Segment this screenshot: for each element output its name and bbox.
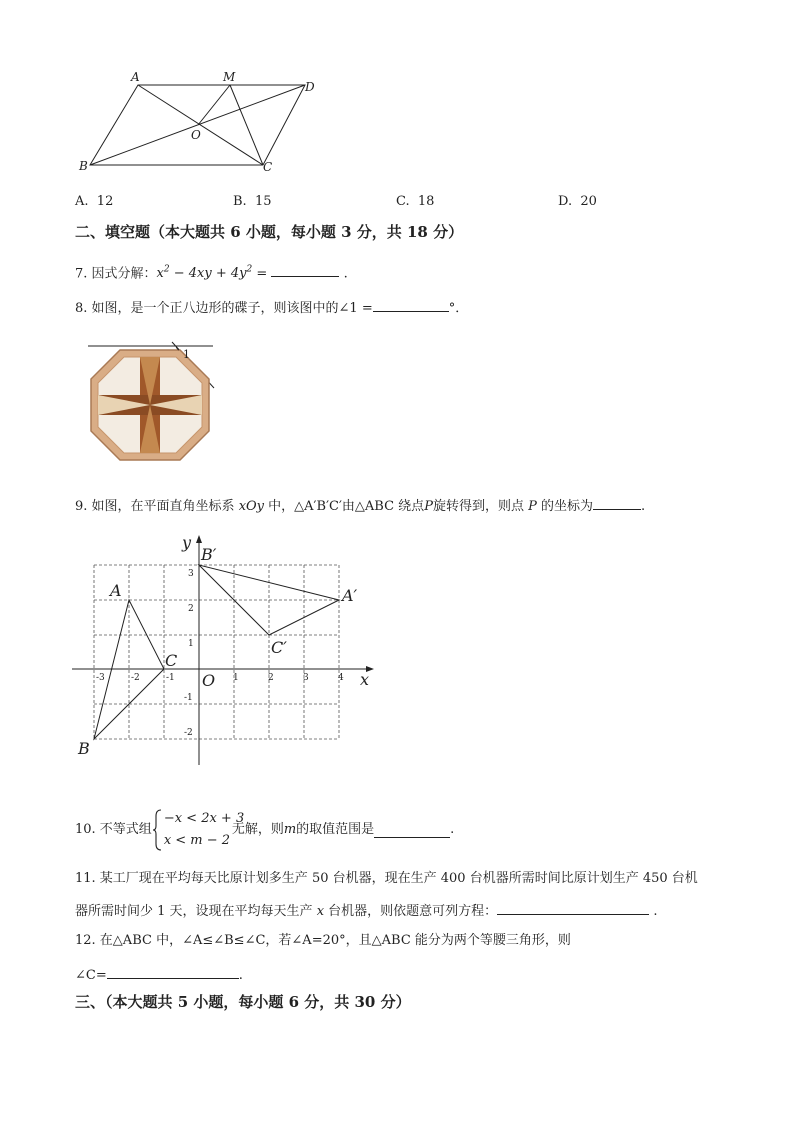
question-9 <box>75 495 645 516</box>
option-value: 15 <box>254 194 272 209</box>
option-d <box>558 194 597 209</box>
y-tick-2: 2 <box>188 604 194 614</box>
q9-text-3: 旋转得到，则点 <box>432 499 524 514</box>
segment-AC <box>138 85 263 165</box>
q8-answer-blank[interactable] <box>373 297 449 312</box>
q9-suffix: . <box>641 499 646 514</box>
y-tick-neg1: -1 <box>184 693 193 703</box>
option-c <box>396 194 434 209</box>
coordinate-grid-figure <box>70 530 390 770</box>
q9-text-4: 的坐标为 <box>540 499 593 514</box>
y-axis-label: y <box>182 533 192 552</box>
q10-var-m: m <box>283 822 297 837</box>
q8-text: 8. 如图，是一个正八边形的碟子，则该图中的∠1 = <box>75 301 373 316</box>
label-B: B <box>79 159 88 173</box>
x-axis-label: x <box>360 670 370 689</box>
label-M: M <box>223 70 236 84</box>
q10-suffix: . <box>450 822 455 837</box>
q8-suffix: °． <box>448 301 469 316</box>
octagon-plate-figure <box>80 338 220 466</box>
q11-answer-blank[interactable] <box>497 900 649 915</box>
question-12-line-1: 12. 在△ABC 中，∠A≤∠B≤∠C，若∠A=20°，且△ABC 能分为两个等腰三角形，则 <box>75 933 571 948</box>
q9-system: xOy <box>238 499 265 514</box>
x-tick-neg1: -1 <box>166 673 175 683</box>
q11-suffix: . <box>653 904 658 919</box>
q10-prefix: 10. 不等式组 <box>75 822 152 837</box>
q10-inequality-2: x < m − 2 <box>163 833 231 848</box>
label-B-prime: B′ <box>201 545 217 564</box>
q7-suffix: . <box>343 266 348 282</box>
option-b <box>233 194 272 209</box>
angle-1-label: 1 <box>183 348 190 361</box>
question-11-line-1: 11. 某工厂现在平均每天比原计划多生产 50 台机器，现在生产 400 台机器所需时间比原计划生产 450 台机 <box>75 871 698 886</box>
label-C-prime: C′ <box>271 638 287 657</box>
option-letter: D. <box>558 194 573 209</box>
q9-text-2: 中，△A′B′C′由△ABC 绕点 <box>268 499 425 514</box>
q11-var-x: x <box>316 904 325 919</box>
question-11-line-2 <box>75 900 657 921</box>
q9-text-1: 9. 如图，在平面直角坐标系 <box>75 499 235 514</box>
label-C: C <box>165 651 178 670</box>
label-A-prime: A′ <box>342 586 358 605</box>
label-O: O <box>191 128 201 142</box>
option-value: 20 <box>580 194 597 209</box>
q11-text-2: 台机器，则依题意可列方程： <box>328 904 498 919</box>
x-tick-3: 3 <box>303 673 309 683</box>
q7-answer-blank[interactable] <box>271 262 339 277</box>
q10-text-2: 的取值范围是 <box>296 822 375 837</box>
q9-point-p-2: P <box>528 499 537 514</box>
section-2-title: 二、填空题（本大题共 6 小题，每小题 3 分，共 18 分） <box>75 223 464 241</box>
q12-suffix: . <box>238 968 243 983</box>
q11-text-1: 器所需时间少 1 天，设现在平均每天生产 <box>75 904 313 919</box>
q7-prefix: 7. 因式分解： <box>75 266 157 282</box>
q10-inequality-system <box>152 808 245 852</box>
q10-text-1: 无解，则 <box>231 822 284 837</box>
q9-answer-blank[interactable] <box>593 495 641 510</box>
q9-point-p: P <box>424 499 433 514</box>
y-axis-arrow <box>196 535 202 543</box>
y-tick-neg2: -2 <box>184 728 193 738</box>
option-letter: A. <box>75 194 89 209</box>
question-10 <box>75 808 454 852</box>
x-tick-2: 2 <box>268 673 274 683</box>
x-tick-4: 4 <box>338 673 344 683</box>
q10-inequality-1: −x < 2x + 3 <box>163 811 245 826</box>
question-12-line-2 <box>75 964 243 985</box>
y-tick-1: 1 <box>188 639 194 649</box>
x-tick-neg2: -2 <box>131 673 140 683</box>
y-tick-3: 3 <box>188 569 194 579</box>
brace-icon <box>152 808 162 852</box>
option-value: 12 <box>96 194 114 209</box>
parallelogram-figure <box>75 65 325 180</box>
label-A: A <box>110 581 122 600</box>
diagonal-BD <box>90 85 305 165</box>
section-3-title: 三、（本大题共 5 小题，每小题 6 分，共 30 分） <box>75 993 411 1011</box>
q10-answer-blank[interactable] <box>374 823 450 838</box>
segment-MC <box>230 85 263 165</box>
q12-answer-blank[interactable] <box>107 964 239 979</box>
question-8 <box>75 297 468 318</box>
option-value: 18 <box>417 194 435 209</box>
option-letter: C. <box>396 194 410 209</box>
option-letter: B. <box>233 194 247 209</box>
option-a <box>75 194 113 209</box>
q7-expression: $x^2 - 4xy + 4y^2$ <box>156 265 253 282</box>
label-C: C <box>263 160 273 174</box>
label-B: B <box>78 739 90 758</box>
label-D: D <box>305 80 315 94</box>
x-tick-neg3: -3 <box>96 673 105 683</box>
question-7: 7. 因式分解：$x^2 - 4xy + 4y^2$ = . <box>75 261 348 283</box>
label-A: A <box>131 70 140 84</box>
x-tick-1: 1 <box>233 673 239 683</box>
q12-text: ∠C= <box>75 968 107 983</box>
origin-label: O <box>202 671 216 690</box>
